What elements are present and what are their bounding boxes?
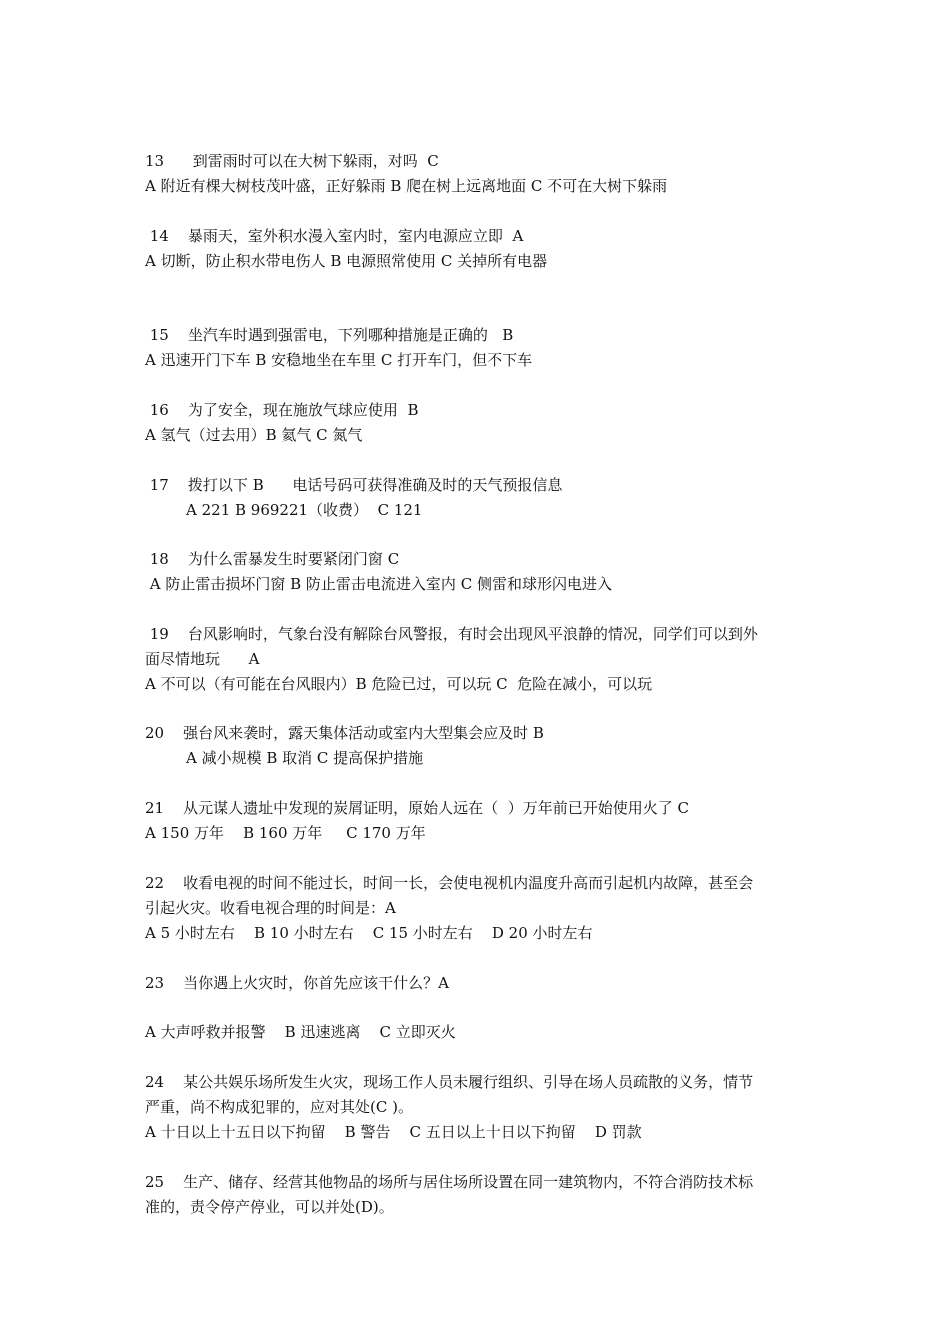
question-15-title: 15 坐汽车时遇到强雷电，下列哪种措施是正确的 B (145, 326, 514, 344)
question-22-title-cont: 引起火灾。收看电视合理的时间是：A (145, 899, 396, 917)
question-16-title: 16 为了安全，现在施放气球应使用 B (145, 401, 419, 419)
question-13-options: A 附近有棵大树枝茂叶盛，正好躲雨 B 爬在树上远离地面 C 不可在大树下躲雨 (145, 177, 668, 195)
question-24-title: 24 某公共娱乐场所发生火灾，现场工作人员未履行组织、引导在场人员疏散的义务，情节 (145, 1073, 754, 1091)
question-23-options: A 大声呼救并报警 B 迅速逃离 C 立即灭火 (145, 1023, 456, 1041)
question-18-options: A 防止雷击损坏门窗 B 防止雷击电流进入室内 C 侧雷和球形闪电进入 (145, 575, 612, 593)
question-21-title: 21 从元谋人遗址中发现的炭屑证明，原始人远在（ ）万年前已开始使用火了 C (145, 799, 689, 817)
question-19-title: 19 台风影响时，气象台没有解除台风警报，有时会出现风平浪静的情况，同学们可以到外 (145, 625, 758, 643)
question-17-title: 17 拨打以下 B 电话号码可获得准确及时的天气预报信息 (145, 476, 563, 494)
question-20-options: A 减小规模 B 取消 C 提高保护措施 (186, 749, 424, 767)
question-15-options: A 迅速开门下车 B 安稳地坐在车里 C 打开车门，但不下车 (145, 351, 533, 369)
question-23-title: 23 当你遇上火灾时，你首先应该干什么？A (145, 974, 449, 992)
question-16-options: A 氢气（过去用）B 氦气 C 氮气 (145, 426, 363, 444)
question-14-title: 14 暴雨天，室外积水漫入室内时，室内电源应立即 A (145, 227, 524, 245)
question-13-title: 13 到雷雨时可以在大树下躲雨，对吗 C (145, 152, 439, 170)
question-25-title-cont: 准的，责令停产停业，可以并处(D)。 (145, 1198, 394, 1216)
question-17-options: A 221 B 969221（收费） C 121 (186, 501, 423, 519)
question-21-options: A 150 万年 B 160 万年 C 170 万年 (145, 824, 426, 842)
question-25-title: 25 生产、储存、经营其他物品的场所与居住场所设置在同一建筑物内，不符合消防技术标 (145, 1173, 754, 1191)
question-22-options: A 5 小时左右 B 10 小时左右 C 15 小时左右 D 20 小时左右 (145, 924, 593, 942)
question-20-title: 20 强台风来袭时，露天集体活动或室内大型集会应及时 B (145, 724, 544, 742)
question-24-options: A 十日以上十五日以下拘留 B 警告 C 五日以上十日以下拘留 D 罚款 (145, 1123, 642, 1141)
question-22-title: 22 收看电视的时间不能过长，时间一长，会使电视机内温度升高而引起机内故障，甚至会 (145, 874, 754, 892)
question-19-options: A 不可以（有可能在台风眼内）B 危险已过，可以玩 C 危险在减小，可以玩 (145, 675, 653, 693)
question-18-title: 18 为什么雷暴发生时要紧闭门窗 C (145, 550, 400, 568)
question-14-options: A 切断，防止积水带电伤人 B 电源照常使用 C 关掉所有电器 (145, 252, 548, 270)
question-24-title-cont: 严重，尚不构成犯罪的，应对其处(C )。 (145, 1098, 413, 1116)
question-19-title-cont: 面尽情地玩 A (145, 650, 260, 668)
